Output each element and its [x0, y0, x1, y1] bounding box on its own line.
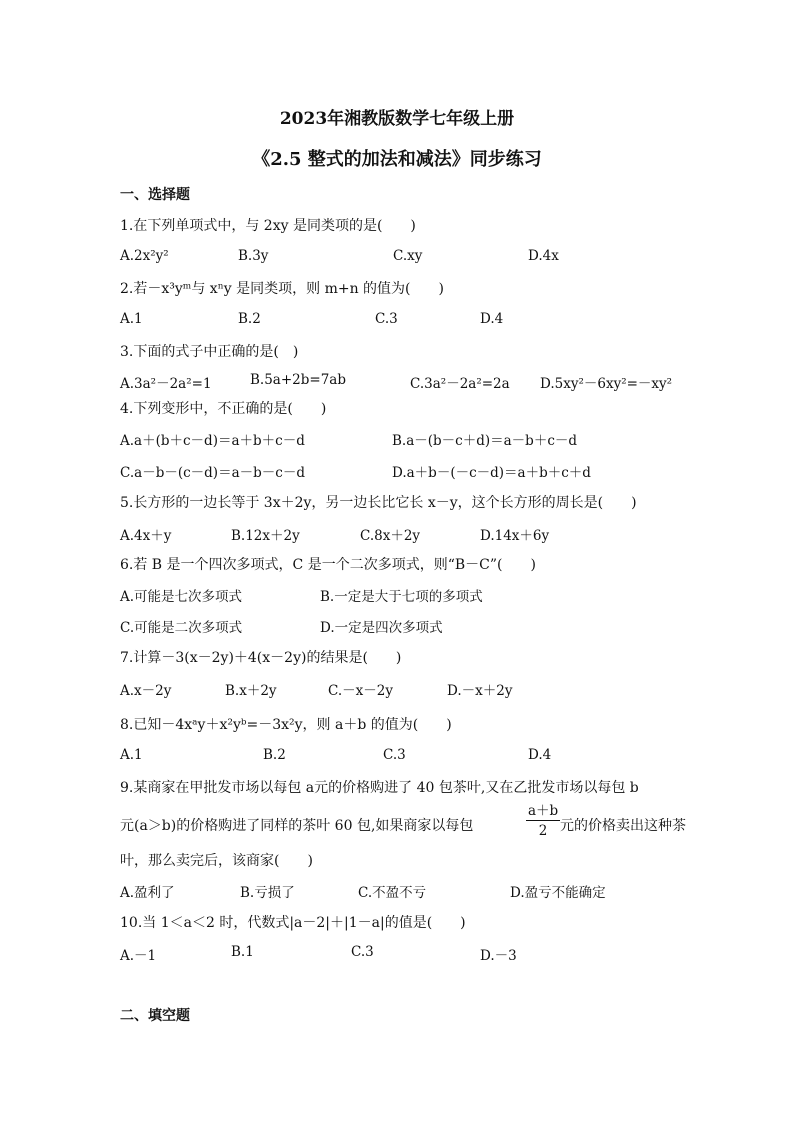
q10-option-d: D.－3	[480, 948, 517, 964]
fraction-a-plus-b-over-2	[526, 799, 560, 839]
question-9-line-2-end: 元的价格卖出这种茶	[560, 818, 686, 834]
q9-option-a: A.盈利了	[120, 885, 175, 901]
q8-option-b: B.2	[263, 747, 286, 763]
q5-option-c: C.8x＋2y	[360, 528, 421, 544]
q3-option-c: C.3a²－2a²=2a	[410, 376, 510, 392]
q9-option-c: C.不盈不亏	[358, 885, 427, 901]
question-6: 6.若 B 是一个四次多项式，C 是一个二次多项式，则“B－C”( )	[120, 557, 536, 573]
q2-option-d: D.4	[480, 311, 504, 327]
q10-option-b: B.1	[231, 944, 254, 960]
section-heading-fill-in: 二、填空题	[120, 1008, 190, 1024]
q8-option-d: D.4	[528, 747, 552, 763]
section-heading-choice: 一、选择题	[120, 187, 190, 203]
question-3: 3.下面的式子中正确的是( )	[120, 344, 299, 360]
q2-option-b: B.2	[238, 311, 261, 327]
q7-option-a: A.x－2y	[120, 683, 172, 699]
q4-option-b: B.a－(b－c＋d)＝a－b＋c－d	[392, 433, 578, 449]
q8-option-c: C.3	[383, 747, 406, 763]
question-9-line-3: 叶，那么卖完后，该商家( )	[120, 853, 313, 869]
q8-option-a: A.1	[120, 747, 143, 763]
q7-option-b: B.x＋2y	[225, 683, 277, 699]
q1-option-d: D.4x	[528, 248, 559, 264]
fraction-denominator: 2	[538, 823, 548, 839]
q1-option-a: A.2x²y²	[120, 248, 169, 264]
q10-option-c: C.3	[351, 944, 374, 960]
q6-option-c: C.可能是二次多项式	[120, 620, 243, 636]
q6-option-d: D.一定是四次多项式	[320, 620, 443, 636]
q7-option-c: C.－x－2y	[328, 683, 393, 699]
q3-option-d: D.5xy²－6xy²=－xy²	[540, 376, 673, 392]
q10-option-a: A.－1	[120, 948, 157, 964]
q3-option-a: A.3a²－2a²=1	[120, 376, 212, 392]
q7-option-d: D.－x＋2y	[447, 683, 513, 699]
q4-option-c: C.a－b－(c－d)＝a－b－c－d	[120, 465, 305, 481]
question-10: 10.当 1＜a＜2 时，代数式|a－2|＋|1－a|的值是( )	[120, 915, 466, 931]
q5-option-b: B.12x＋2y	[231, 528, 300, 544]
q9-option-d: D.盈亏不能确定	[510, 885, 606, 901]
question-2: 2.若－x³yᵐ与 xⁿy 是同类项，则 m+n 的值为( )	[120, 281, 444, 297]
q5-option-a: A.4x＋y	[120, 528, 172, 544]
q2-option-a: A.1	[120, 311, 143, 327]
question-5: 5.长方形的一边长等于 3x＋2y，另一边长比它长 x－y，这个长方形的周长是( )	[120, 495, 637, 511]
q4-option-a: A.a＋(b＋c－d)＝a＋b＋c－d	[120, 433, 305, 449]
question-9-line-2-start: 元(a＞b)的价格购进了同样的茶叶 60 包,如果商家以每包	[120, 818, 474, 834]
q9-option-b: B.亏损了	[240, 885, 295, 901]
q6-option-b: B.一定是大于七项的多项式	[320, 589, 483, 605]
question-1: 1.在下列单项式中，与 2xy 是同类项的是( )	[120, 218, 416, 234]
question-9-line-1: 9.某商家在甲批发市场以每包 a元的价格购进了 40 包茶叶,又在乙批发市场以每包 b	[120, 780, 639, 796]
document-subtitle: 《2.5 整式的加法和减法》同步练习	[252, 149, 542, 170]
q3-option-b: B.5a+2b=7ab	[250, 372, 346, 388]
fraction-numerator: a＋b	[526, 799, 560, 821]
q5-option-d: D.14x＋6y	[480, 528, 550, 544]
question-8: 8.已知－4xᵃy＋x²yᵇ=－3x²y，则 a＋b 的值为( )	[120, 717, 452, 733]
question-7: 7.计算－3(x－2y)＋4(x－2y)的结果是( )	[120, 650, 402, 666]
q6-option-a: A.可能是七次多项式	[120, 589, 243, 605]
q1-option-c: C.xy	[393, 248, 423, 264]
q2-option-c: C.3	[375, 311, 398, 327]
q1-option-b: B.3y	[238, 248, 269, 264]
document-title: 2023年湘教版数学七年级上册	[279, 109, 515, 129]
q4-option-d: D.a＋b－(－c－d)＝a＋b＋c＋d	[392, 465, 591, 481]
question-4: 4.下列变形中，不正确的是( )	[120, 401, 327, 417]
